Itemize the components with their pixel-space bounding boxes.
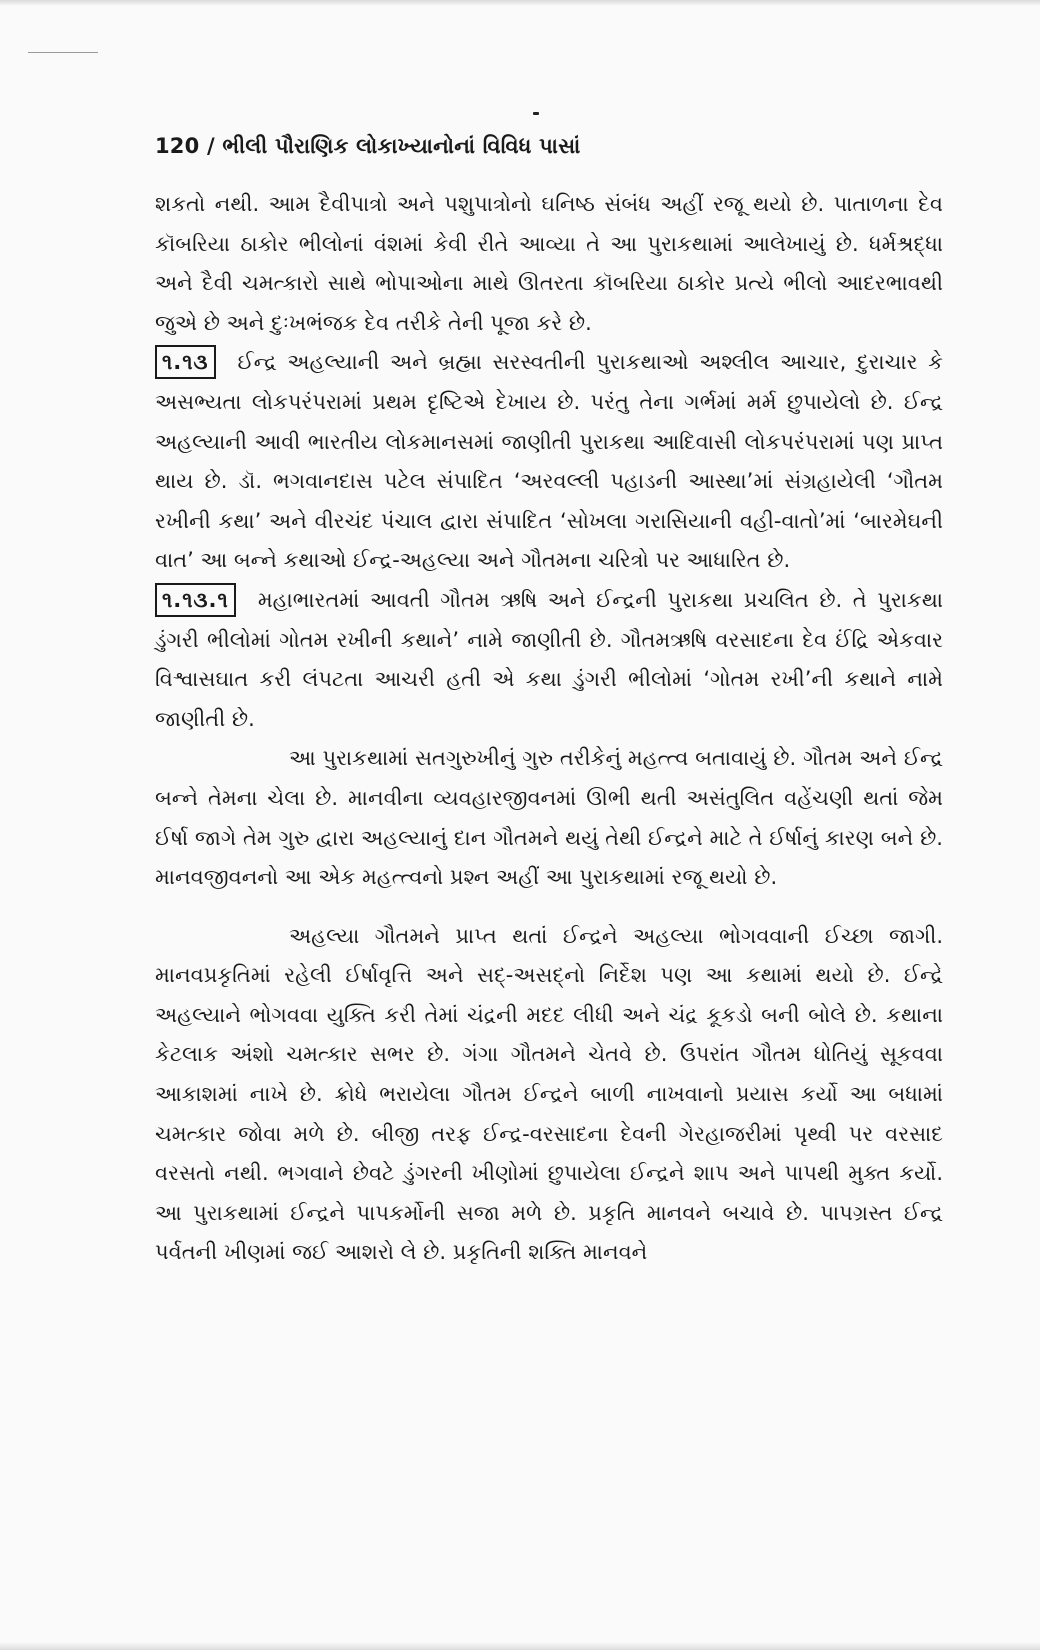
book-title: ભીલી પૌરાણિક લોકાખ્યાનોનાં વિવિધ પાસાં (222, 134, 581, 158)
paragraph-4 (155, 739, 943, 897)
paragraph-2 (155, 343, 943, 581)
page-number: 120 (155, 134, 200, 158)
paragraph-text: આ પુરાકથામાં સતગુરુખીનું ગુરુ તરીકેનું મહત્ત્વ બતાવાયું છે. ગૌતમ અને ઈન્દ્ર બન્ને તેમના ચેલા છે. માનવીના વ્યવહારજીવનમાં ઊભી થતી અસંતુલિત વહેંચણી થતાં જેમ ઈર્ષા જાગે તેમ ગુરુ દ્વારા અહલ્યાનું દાન ગૌતમને થયું તેથી ઈન્દ્રને માટે તે ઈર્ષાનું કારણ બને છે. માનવજીવનનો આ એક મહત્ત્વનો પ્રશ્ન અહીં આ પુરાકથામાં રજૂ થયો છે. (155, 746, 943, 890)
page-bottom-edge (0, 1642, 1040, 1650)
margin-pencil-mark (28, 52, 98, 53)
page-top-edge (0, 0, 1040, 6)
paragraph-text: ઈન્દ્ર અહલ્યાની અને બ્રહ્મા સરસ્વતીની પુરાકથાઓ અશ્લીલ આચાર, દુરાચાર કે અસભ્યતા લોકપરંપરામાં પ્રથમ દૃષ્ટિએ દેખાય છે. પરંતુ તેના ગર્ભમાં મર્મ છુપાયેલો છે. ઈન્દ્ર અહલ્યાની આવી ભારતીય લોકમાનસમાં જાણીતી પુરાકથા આદિવાસી લોકપરંપરામાં પણ પ્રાપ્ત થાય છે. ડૉ. ભગવાનદાસ પટેલ સંપાદિત ‘અરવલ્લી પહાડની આસ્થા’માં સંગ્રહાયેલી ‘ગૌતમ રખીની કથા’ અને વીરચંદ પંચાલ દ્વારા સંપાદિત ‘સોખલા ગરાસિયાની વહી-વાતો’માં ‘બારમેઘની વાત’ આ બન્ને કથાઓ ઈન્દ્ર-અહલ્યા અને ગૌતમના ચરિત્રો પર આધારિત છે. (155, 350, 943, 573)
section-number-box: ૧.૧૩.૧ (155, 583, 236, 617)
running-header (155, 134, 580, 159)
paragraph-5 (155, 917, 943, 1273)
paragraph-text: શકતો નથી. આમ દૈવીપાત્રો અને પશુપાત્રોનો ઘનિષ્ઠ સંબંધ અહીં રજૂ થયો છે. પાતાળના દેવ કૉબરિયા ઠાકોર ભીલોનાં વંશમાં કેવી રીતે આવ્યા તે આ પુરાકથામાં આલેખાયું છે. ધર્મશ્રદ્ધા અને દૈવી ચમત્કારો સાથે ભોપાઓના માથે ઊતરતા કૉબરિયા ઠાકોર પ્રત્યે ભીલો આદરભાવથી જુએ છે અને દુઃખભંજક દેવ તરીકે તેની પૂજા કરે છે. (155, 192, 943, 335)
body-text (155, 185, 943, 1273)
paragraph-3 (155, 581, 943, 739)
section-number-box: ૧.૧૩ (155, 345, 216, 379)
paragraph-text: મહાભારતમાં આવતી ગૌતમ ઋષિ અને ઈન્દ્રની પુરાકથા પ્રચલિત છે. તે પુરાકથા ડુંગરી ભીલોમાં ગોતમ રખીની કથાને’ નામે જાણીતી છે. ગૌતમઋષિ વરસાદના દેવ ઈંદ્રિ એકવાર વિશ્વાસઘાત કરી લંપટતા આચરી હતી એ કથા ડુંગરી ભીલોમાં ‘ગોતમ રખી’ની કથાને નામે જાણીતી છે. (155, 587, 943, 731)
header-separator: / (199, 134, 223, 158)
ink-dot (533, 112, 539, 115)
paragraph-text: અહલ્યા ગૌતમને પ્રાપ્ત થતાં ઈન્દ્રને અહલ્યા ભોગવવાની ઈચ્છા જાગી. માનવપ્રકૃતિમાં રહેલી ઈર્ષાવૃત્તિ અને સદ્-અસદ્‌નો નિર્દેશ પણ આ કથામાં થયો છે. ઈન્દ્રે અહલ્યાને ભોગવવા યુક્તિ કરી તેમાં ચંદ્રની મદદ લીધી અને ચંદ્ર કૂકડો બની બોલે છે. કથાના કેટલાક અંશો ચમત્કાર સભર છે. ગંગા ગૌતમને ચેતવે છે. ઉપરાંત ગૌતમ ધોતિયું સૂકવવા આકાશમાં નાખે છે. ક્રોધે ભરાયેલા ગૌતમ ઈન્દ્રને બાળી નાખવાનો પ્રયાસ કર્યો આ બધામાં ચમત્કાર જોવા મળે છે. બીજી તરફ ઈન્દ્ર-વરસાદના દેવની ગેરહાજરીમાં પૃથ્વી પર વરસાદ વરસતો નથી. ભગવાને છેવટે ડુંગરની ખીણોમાં છુપાયેલા ઈન્દ્રને શાપ અને પાપથી મુક્ત કર્યો. આ પુરાકથામાં ઈન્દ્રને પાપકર્મોની સજા મળે છે. પ્રકૃતિ માનવને બચાવે છે. પાપગ્રસ્ત ઈન્દ્ર પર્વતની ખીણમાં જઈ આશરો લે છે. પ્રકૃતિની શક્તિ માનવને (155, 923, 943, 1265)
paragraph-1 (155, 185, 943, 343)
